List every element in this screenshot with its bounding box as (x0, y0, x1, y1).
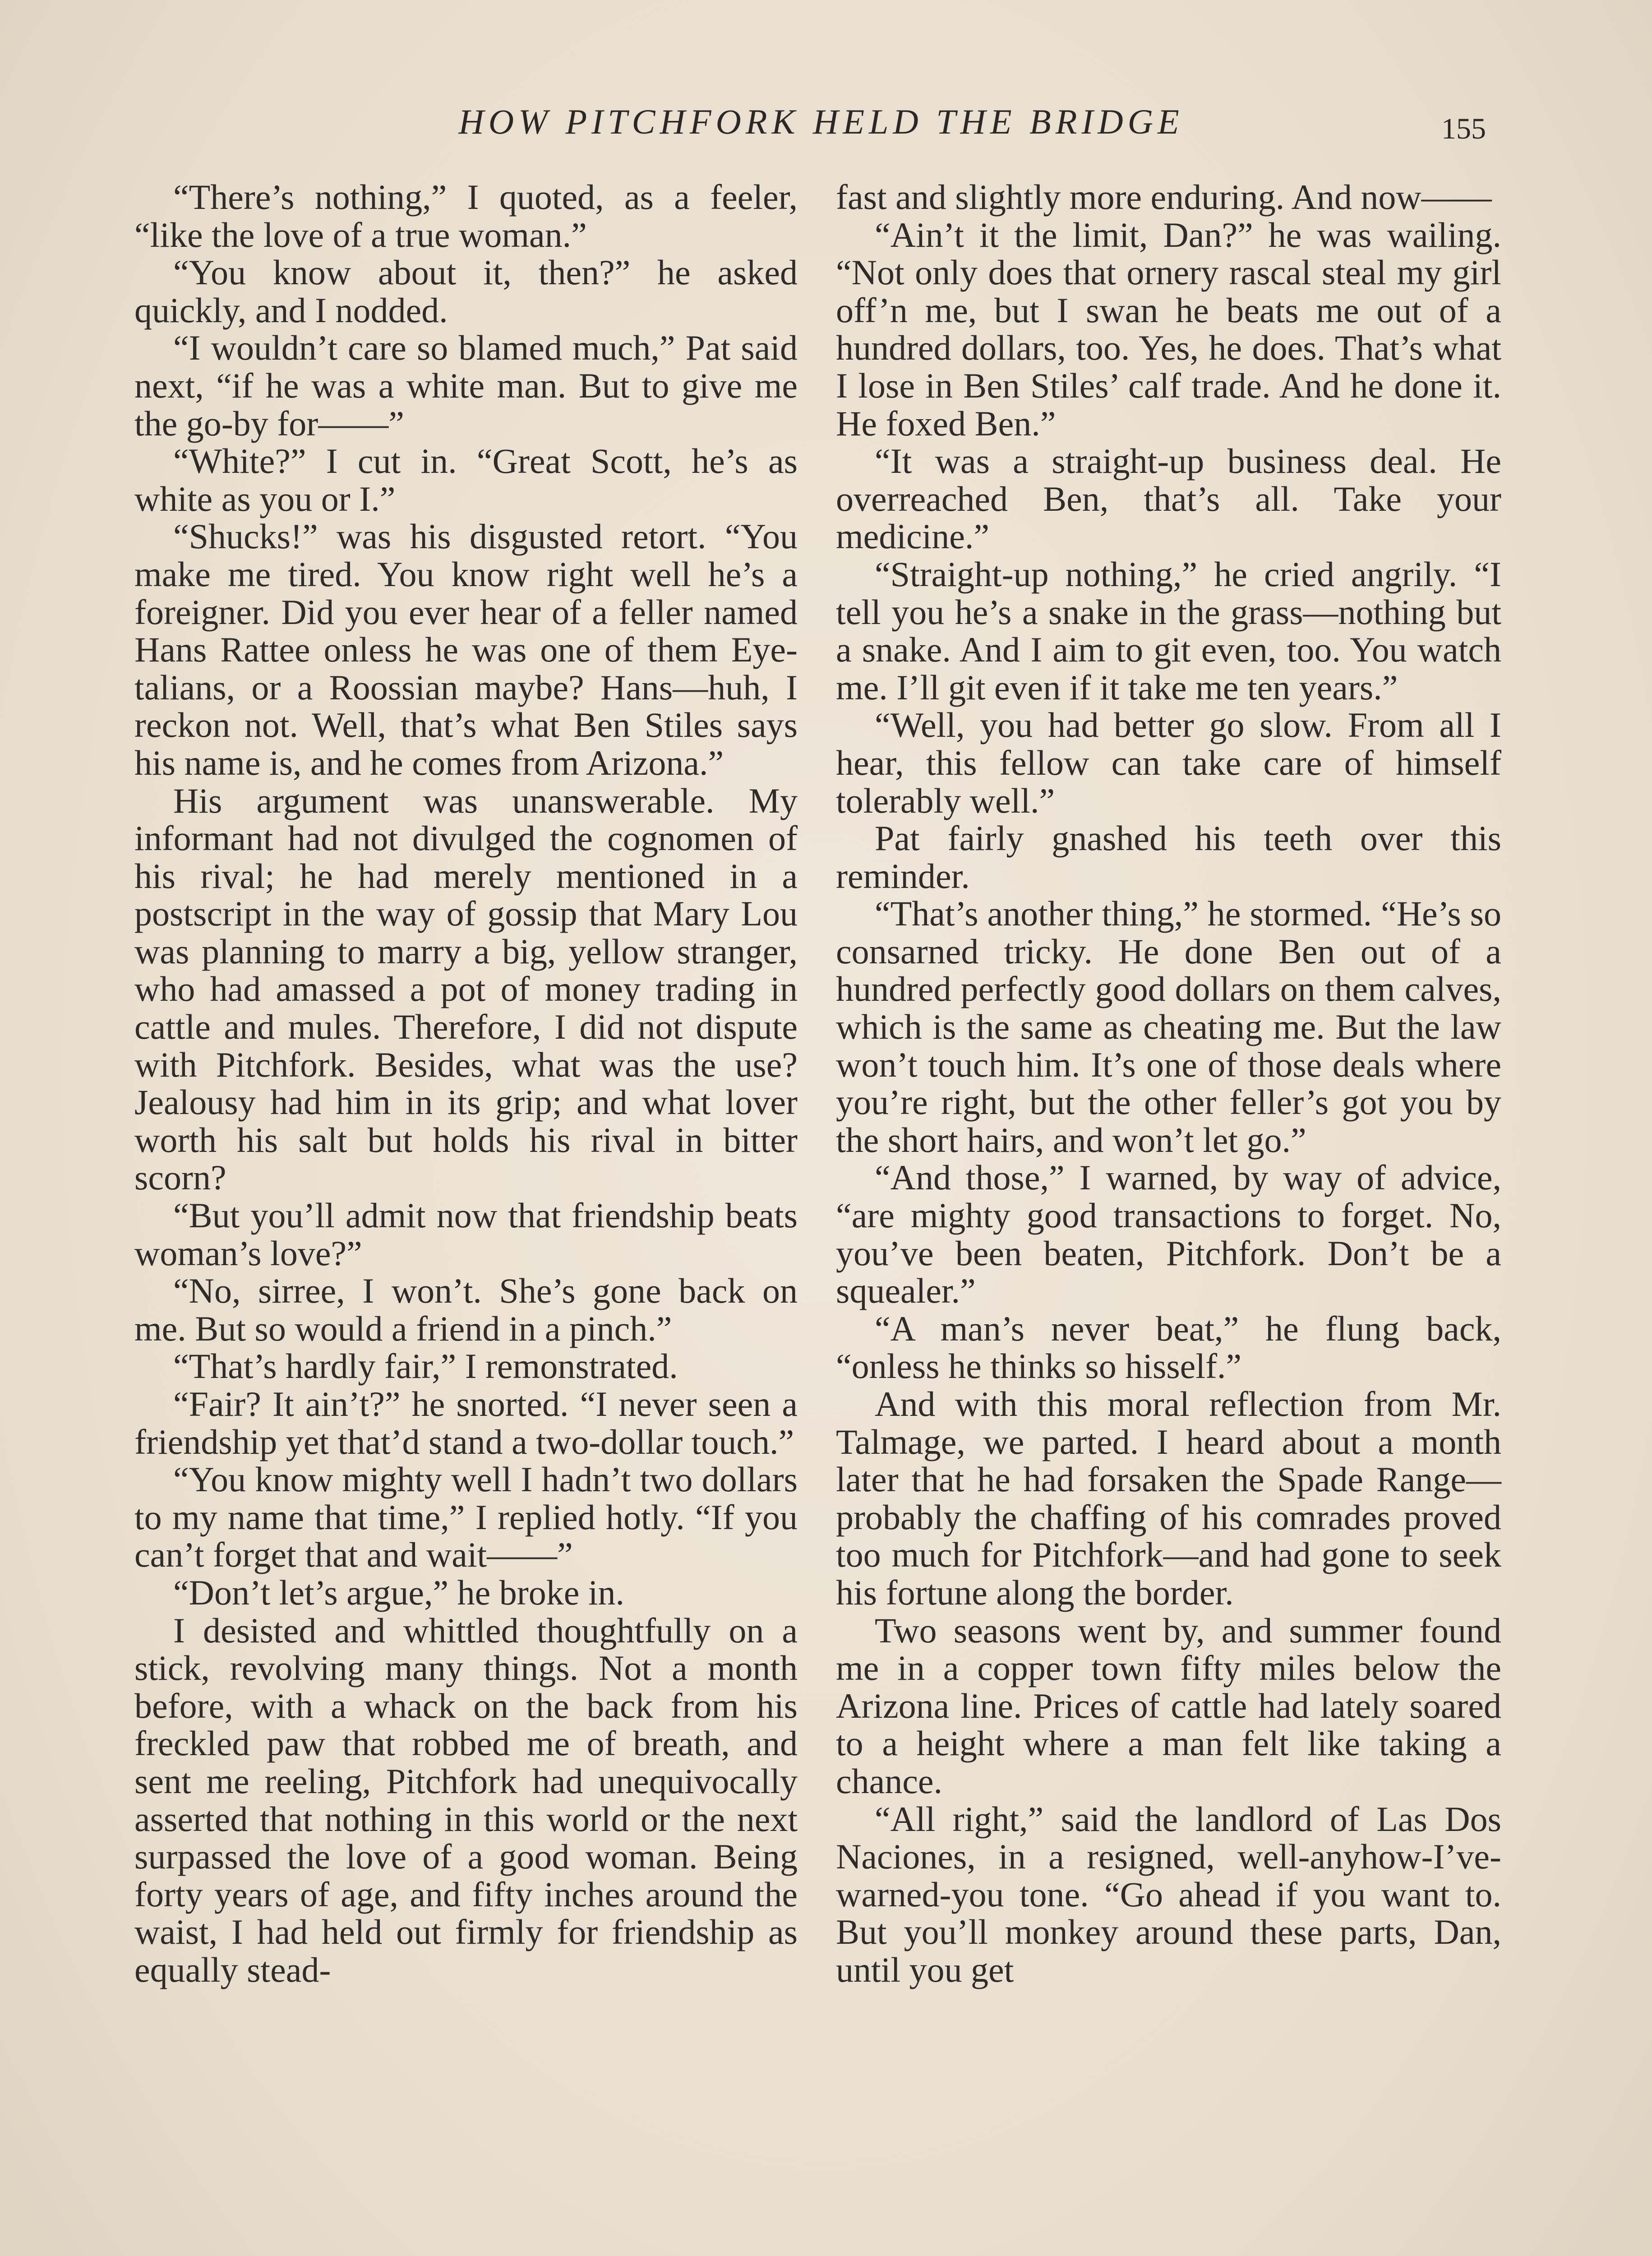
paragraph: I desisted and whittled thoughtfully on a stick, revolving many things. Not a month before, with a whack on the back from his freckled paw that robbed me of breath, and sent me reeling, Pitchfork had unequivocally asserted that nothing in this world or the next surpassed the love of a good woman. Being forty years of age, and fifty inches around the waist, I had held out firmly for friendship as equally stead- (134, 1610, 798, 1989)
paragraph: “And those,” I warned, by way of advice, “are mighty good transactions to forget. No, you’ve been beaten, Pitchfork. Don’t be a squealer.” (836, 1158, 1501, 1311)
paragraph: His argument was unanswerable. My informant had not divulged the cognomen of his rival; he had merely mentioned in a postscript in the way of gossip that Mary Lou was planning to marry a big, yellow stranger, who had amassed a pot of money trading in cattle and mules. Therefore, I did not dispute with Pitchfork. Besides, what was the use? Jealousy had him in its grip; and what lover worth his salt but holds his rival in bitter scorn? (134, 781, 798, 1197)
paragraph: “There’s nothing,” I quoted, as a feeler, “like the love of a true woman.” (134, 177, 798, 254)
paragraph: “Straight-up nothing,” he cried angrily. “I tell you he’s a snake in the grass—nothing but a snake. And I aim to git even, too. You watch me. I’ll git even if it take me ten years.” (836, 554, 1501, 707)
running-head (0, 97, 1652, 151)
page-number: 155 (1441, 112, 1486, 145)
paragraph: Pat fairly gnashed his teeth over this reminder. (836, 818, 1501, 896)
left-column (134, 178, 798, 1989)
paragraph: “Don’t let’s argue,” he broke in. (173, 1572, 624, 1612)
paragraph: Two seasons went by, and summer found me in a copper town fifty miles below the Arizona line. Prices of cattle had lately soared to a height where a man felt like taking a chance. (836, 1610, 1501, 1801)
paragraph: “Ain’t it the limit, Dan?” he was wailing. “Not only does that ornery rascal steal my girl off’n me, but I swan he beats me out of a hundred dollars, too. Yes, he does. That’s what I lose in Ben Stiles’ calf trade. And he done it. He foxed Ben.” (836, 215, 1501, 443)
paragraph: And with this moral reflection from Mr. Talmage, we parted. I heard about a month later that he had forsaken the Spade Range—probably the chaffing of his comrades proved too much for Pitchfork—and had gone to seek his fortune along the border. (836, 1384, 1501, 1612)
paragraph: “No, sirree, I won’t. She’s gone back on me. But so would a friend in a pinch.” (134, 1271, 798, 1348)
paragraph: “You know mighty well I hadn’t two dollars to my name that time,” I replied hotly. “If you can’t forget that and wait——” (134, 1460, 798, 1575)
paragraph: “Fair? It ain’t?” he snorted. “I never seen a friendship yet that’d stand a two-dollar touch.” (134, 1384, 798, 1461)
paragraph: “That’s another thing,” he stormed. “He’s so consarned tricky. He done Ben out of a hundred perfectly good dollars on them calves, which is the same as cheating me. But the law won’t touch him. It’s one of those deals where you’re right, but the other feller’s got you by the short hairs, and won’t let go.” (836, 894, 1501, 1160)
paragraph: “But you’ll admit now that friendship beats woman’s love?” (134, 1196, 798, 1273)
paragraph: “I wouldn’t care so blamed much,” Pat said next, “if he was a white man. But to give me the go-by for——” (134, 328, 798, 443)
right-column (836, 178, 1501, 1989)
paragraph: “All right,” said the landlord of Las Dos Naciones, in a resigned, well-anyhow-I’ve-warned-you tone. “Go ahead if you want to. But you’ll monkey around these parts, Dan, until you get (836, 1799, 1501, 1989)
running-title: HOW PITCHFORK HELD THE BRIDGE (458, 102, 1184, 141)
paragraph: “That’s hardly fair,” I remonstrated. (173, 1346, 678, 1386)
paragraph: “Well, you had better go slow. From all I hear, this fellow can take care of himself tolerably well.” (836, 705, 1501, 820)
paragraph: “Shucks!” was his disgusted retort. “You make me tired. You know right well he’s a foreigner. Did you ever hear of a feller named Hans Rattee onless he was one of them Eye-talians, or a Roossian maybe? Hans—huh, I reckon not. Well, that’s what Ben Stiles says his name is, and he comes from Arizona.” (134, 517, 798, 782)
paragraph: “It was a straight-up business deal. He overreached Ben, that’s all. Take your medicine.” (836, 441, 1501, 556)
paragraph: “You know about it, then?” he asked quickly, and I nodded. (134, 253, 798, 330)
paragraph: “White?” I cut in. “Great Scott, he’s as white as you or I.” (134, 441, 798, 518)
paragraph: “A man’s never beat,” he flung back, “onless he thinks so hisself.” (836, 1308, 1501, 1386)
continued-paragraph: fast and slightly more enduring. And now—— (836, 177, 1492, 217)
